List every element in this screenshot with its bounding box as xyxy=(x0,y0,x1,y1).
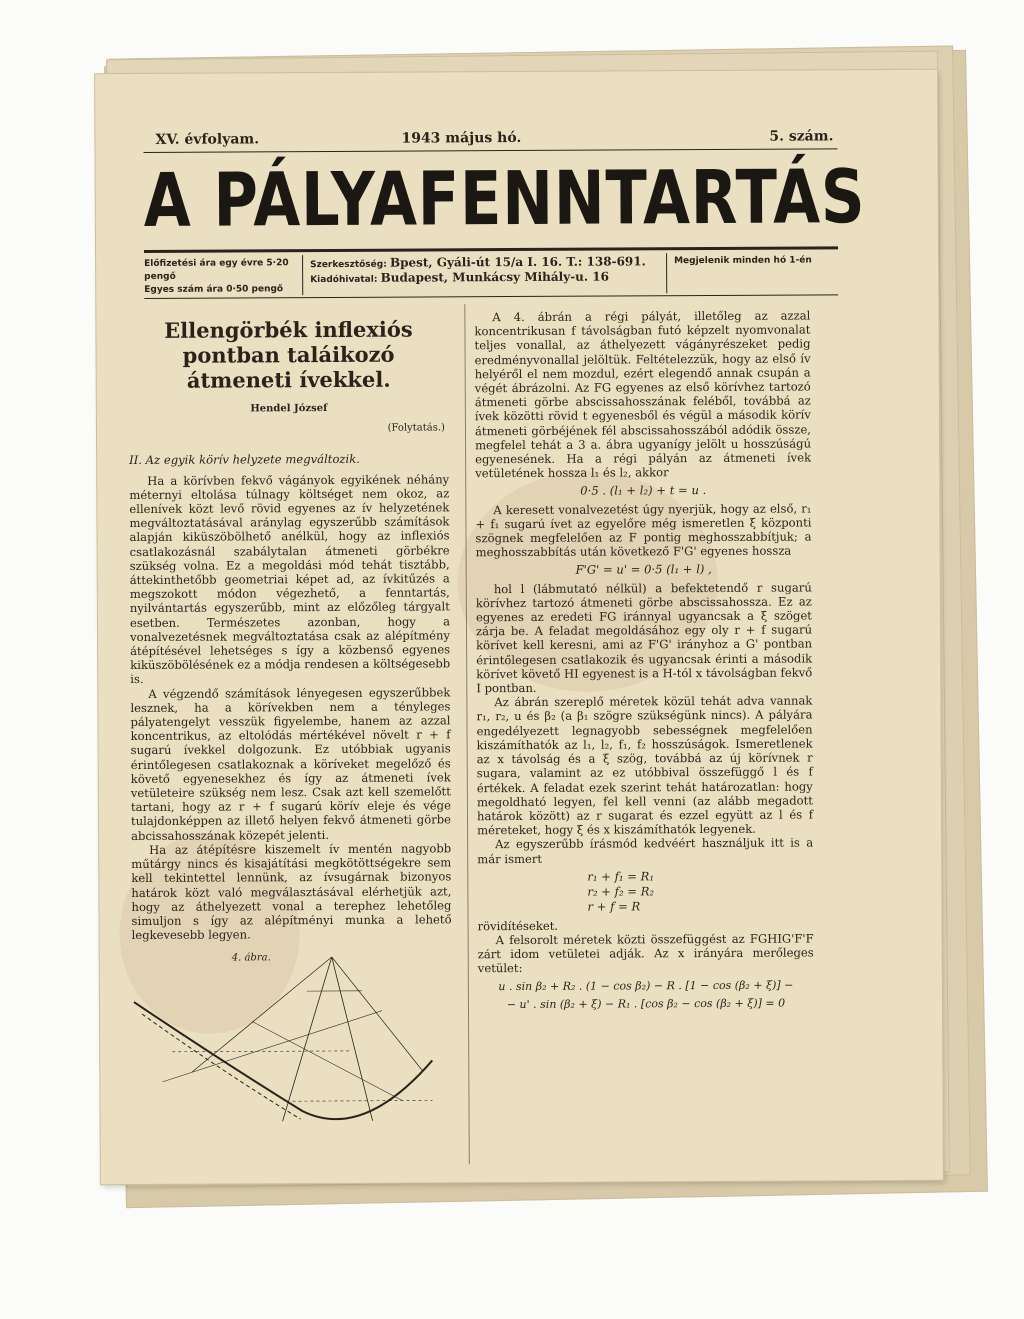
equation-block xyxy=(587,868,813,914)
editorial-label: Szerkesztőség: xyxy=(310,259,387,271)
paragraph: Az egyszerűbb írásmód kedvéért használjuk itt is a már ismert xyxy=(477,835,814,866)
address-info xyxy=(310,255,656,287)
paragraph: A keresett vonalvezetést úgy nyerjük, hogy az első, r₁ + f₁ sugarú ívet az egyelőre még ismeretlen ξ központi szögnek megfelelően az F pontig meghosszabbítjuk; a meghosszabbítás után következő F'G' egyenes hossza xyxy=(475,501,812,560)
continued-note: (Folytatás.) xyxy=(387,422,445,434)
article-author: Hendel József xyxy=(250,403,328,415)
equation: F'G' = u' = 0·5 (l₁ + l) , xyxy=(575,562,712,578)
subscription-price: Előfizetési ára egy évre 5·20 pengő xyxy=(144,258,289,282)
newspaper-title: A PÁLYAFENNTARTÁS xyxy=(143,154,866,244)
paragraph: Ha a körívben fekvő vágányok egyikének néhány méternyi eltolása túlnagy költséget nem okoz, az ellenívek közt levő rövid egyenes az ív helyzetének megváltoztatásával aránylag egyszerűbb számítások alapján kiküszöbölhető anélkül, hogy az inflexiós csatlakozásnál szabálytalan átmeneti görbékre szükség volna. Ez a megoldási mód tehát tisztább, áttekinthetőbb geometriai képet ad, az ívkitűzés a megszokott módon végezhető, a fenntartás, nyilvántartás egyszerűbb, mint az előzőleg tárgyalt esetben. Természetes azonban, hogy a vonalvezetésnek megváltoztatása csak az alépítmény átépítésével lehetséges s így a közbenső egyenes kiküszöbölésének ez a módja rendesen a költségesebb is. xyxy=(129,471,451,687)
issue-date: 1943 május hó. xyxy=(401,129,522,147)
newspaper-page xyxy=(95,70,943,1184)
equation-line: r + f = R xyxy=(587,899,641,914)
paragraph: A 4. ábrán a régi pályát, illetőleg az azzal koncentrikusan f távolságban futó képzelt nyomvonalat teljes vonallal, az áthelyezett vágányrészeket pedig eredményvonallal jelöltük. Feltételezzük, hogy az első ív helyéről el nem mozdul, ezért elegendő annak csupán a végét ábrázolni. Az FG egyenes az első körívhez tartozó átmeneti görbe abscissahosszának feléből, továbbá az ívek közötti rövid t egyenesből és végül a második körív átmeneti görbéjének fél abscissahosszából adódik össze, megfelel tehát a 3 a. ábra ugyanígy jelölt u hosszúságú egyenesének. Ha a régi pályán az átmeneti ívek vetületének hossza l₁ és l₂, akkor xyxy=(474,308,812,481)
publication-frequency: Megjelenik minden hó 1-én xyxy=(674,255,812,267)
publisher-label: Kiadóhivatal: xyxy=(310,274,378,286)
figure-label: 4. ábra. xyxy=(231,952,271,964)
equation-line: r₁ + f₁ = R₁ xyxy=(587,869,655,884)
volume: XV. évfolyam. xyxy=(155,131,260,148)
left-column xyxy=(128,312,452,1142)
paragraph: rövidítéseket. xyxy=(477,918,559,933)
masthead-info xyxy=(144,252,838,298)
subscription-info xyxy=(144,257,294,297)
figure-4 xyxy=(132,951,453,1143)
paragraph: A felsorolt méretek közti összefüggést az FGHIG'F'F zárt idom vetületei adják. Az x irányára merőleges vetület: xyxy=(477,931,814,976)
equation: u . sin β₂ + R₂ . (1 − cos β₂) − R . [1 − cos (β₂ + ξ)] − xyxy=(498,978,794,993)
editorial-address: Bpest, Gyáli-út 15/a I. 16. T.: 138-691. xyxy=(389,254,646,270)
section-heading: II. Az egyik körív helyzete megváltozik. xyxy=(129,452,360,468)
article-title: Ellengörbék inflexiós pontban taláikozó átmeneti ívekkel. xyxy=(164,316,413,393)
paragraph: A végzendő számítások lényegesen egyszerűbbek lesznek, ha a körívekben nem a tényleges pályatengelyt vesszük figyelembe, hanem az azzal koncentrikus, az eltolódás mértékével növelt r + f sugarú ívekkel dolgozunk. Ez utóbbiak ugyanis érintőlegesen csatlakoznak a köríveket megelőző és követő egyenesekhez és így az átmeneti ívek vetületeire szükség nem lesz. Csak azt kell szemelőtt tartani, hogy az r + f sugarú körív eleje és vége tulajdonképpen az illető helyen fekvő átmeneti görbe abcissahosszának közepét jelenti. xyxy=(130,685,452,843)
paragraph: Az ábrán szereplő méretek közül tehát adva vannak r₁, r₂, u és β₂ (a β₁ szögre szükségünk nincs). A pályára engedélyezett legnagyobb sebességnek megfelelően kiszámíthatók az l₁, l₂, f₁, f₂ hosszúságok. Ismeretlenek az x távolság és a ξ szög, továbbá az új körívnek r sugara, valamint az ez utóbbival összefüggő l és f értékek. A feladat ezek szerint tehát határozatlan: hogy megoldható legyen, fel kell venni (az alább megadott határok között) az r sugarat és ezzel együtt az l és f méreteket, hogy ξ és x kiszámíthatók legyenek. xyxy=(476,693,814,838)
equation: − u' . sin (β₂ + ξ) − R₁ . [cos β₂ − cos (β₂ + ξ)] = 0 xyxy=(506,996,786,1011)
equation-line: r₂ + f₂ = R₂ xyxy=(587,884,655,899)
single-copy-price: Egyes szám ára 0·50 pengő xyxy=(144,284,284,295)
track-diagram xyxy=(132,951,453,1143)
info-separator xyxy=(666,253,667,293)
column-divider xyxy=(464,304,470,1164)
publisher-address: Budapest, Munkácsy Mihály-u. 16 xyxy=(380,269,609,285)
paragraph: Ha az átépítésre kiszemelt ív mentén nagyobb műtárgy nincs és kisajátítási megkötöttségekre sem kell tekintettel lennünk, az ívsugárnak bizonyos határok közt való megválasztásával elérhetjük azt, hogy az áthelyezett vonal a terephez lehetőleg simuljon s így az alépítményi munka a lehető legkevesebb legyen. xyxy=(131,841,452,943)
right-column xyxy=(474,308,814,1016)
equation: 0·5 . (l₁ + l₂) + t = u . xyxy=(580,483,707,499)
paragraph: hol l (lábmutató nélkül) a befektetendő r sugarú körívhez tartozó átmeneti görbe abscissahossza. Ez az egyenes az eredeti FG iránnyal ugyancsak a ξ szöget zárja be. A feladat megoldásához egy oly r + f sugarú körívet kell keresni, ami az F'G' irányhoz a G' pontban érintőlegesen csatlakozik és ugyancsak érinti a második körívet követő HI egyenest is a H-tól x távolságban fekvő I pontban. xyxy=(475,580,813,696)
info-separator xyxy=(302,255,303,295)
issue-number: 5. szám. xyxy=(769,128,834,145)
